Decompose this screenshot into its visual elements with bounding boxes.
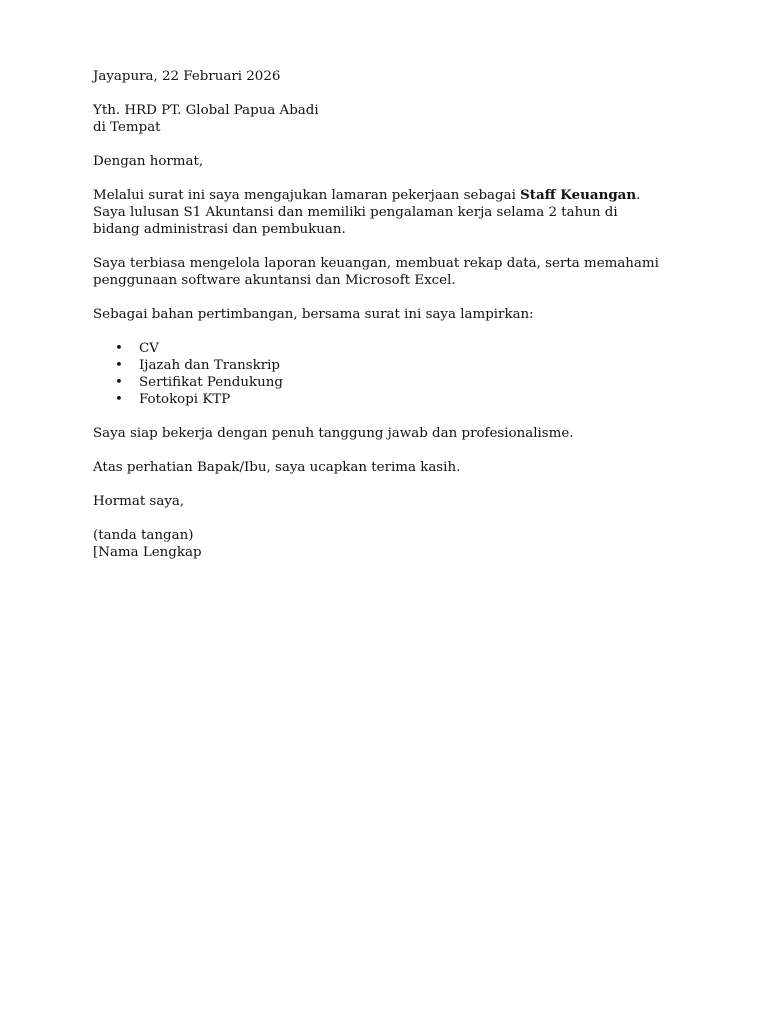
signature-placeholder: (tanda tangan) <box>93 528 194 543</box>
recipient-block <box>93 102 668 136</box>
name-placeholder: [Nama Lengkap <box>93 545 202 560</box>
list-item <box>93 391 668 408</box>
paragraph-application <box>93 187 668 238</box>
paragraph-application-intro: Melalui surat ini saya mengajukan lamaran pekerjaan sebagai <box>93 188 521 203</box>
list-item <box>93 374 668 391</box>
date-line: Jayapura, 22 Februari 2026 <box>93 69 281 84</box>
list-item <box>93 340 668 357</box>
paragraph-skills: Saya terbiasa mengelola laporan keuangan, membuat rekap data, serta memahami penggunaan software akuntansi dan Microsoft Excel. <box>93 256 659 288</box>
salutation: Dengan hormat, <box>93 154 204 169</box>
attachment-label: CV <box>139 341 159 356</box>
bullet-icon: • <box>115 375 123 390</box>
signature-block <box>93 527 668 561</box>
letter-page <box>93 68 668 561</box>
attachment-label: Ijazah dan Transkrip <box>139 358 280 373</box>
paragraph-application-rest: . Saya lulusan S1 Akuntansi dan memiliki pengalaman kerja selama 2 tahun di bidang administrasi dan pembukuan. <box>93 188 641 237</box>
position-title: Staff Keuangan <box>520 187 637 203</box>
attachment-list <box>93 340 668 408</box>
paragraph-attachments-intro: Sebagai bahan pertimbangan, bersama surat ini saya lampirkan: <box>93 307 534 322</box>
bullet-icon: • <box>115 392 123 407</box>
recipient-line-1: Yth. HRD PT. Global Papua Abadi <box>93 103 319 118</box>
paragraph-thanks: Atas perhatian Bapak/Ibu, saya ucapkan terima kasih. <box>93 460 461 475</box>
paragraph-commitment: Saya siap bekerja dengan penuh tanggung jawab dan profesionalisme. <box>93 426 574 441</box>
closing: Hormat saya, <box>93 494 185 509</box>
attachment-label: Sertifikat Pendukung <box>139 375 283 390</box>
recipient-line-2: di Tempat <box>93 120 161 135</box>
attachment-label: Fotokopi KTP <box>139 392 231 407</box>
bullet-icon: • <box>115 341 123 356</box>
list-item <box>93 357 668 374</box>
bullet-icon: • <box>115 358 123 373</box>
